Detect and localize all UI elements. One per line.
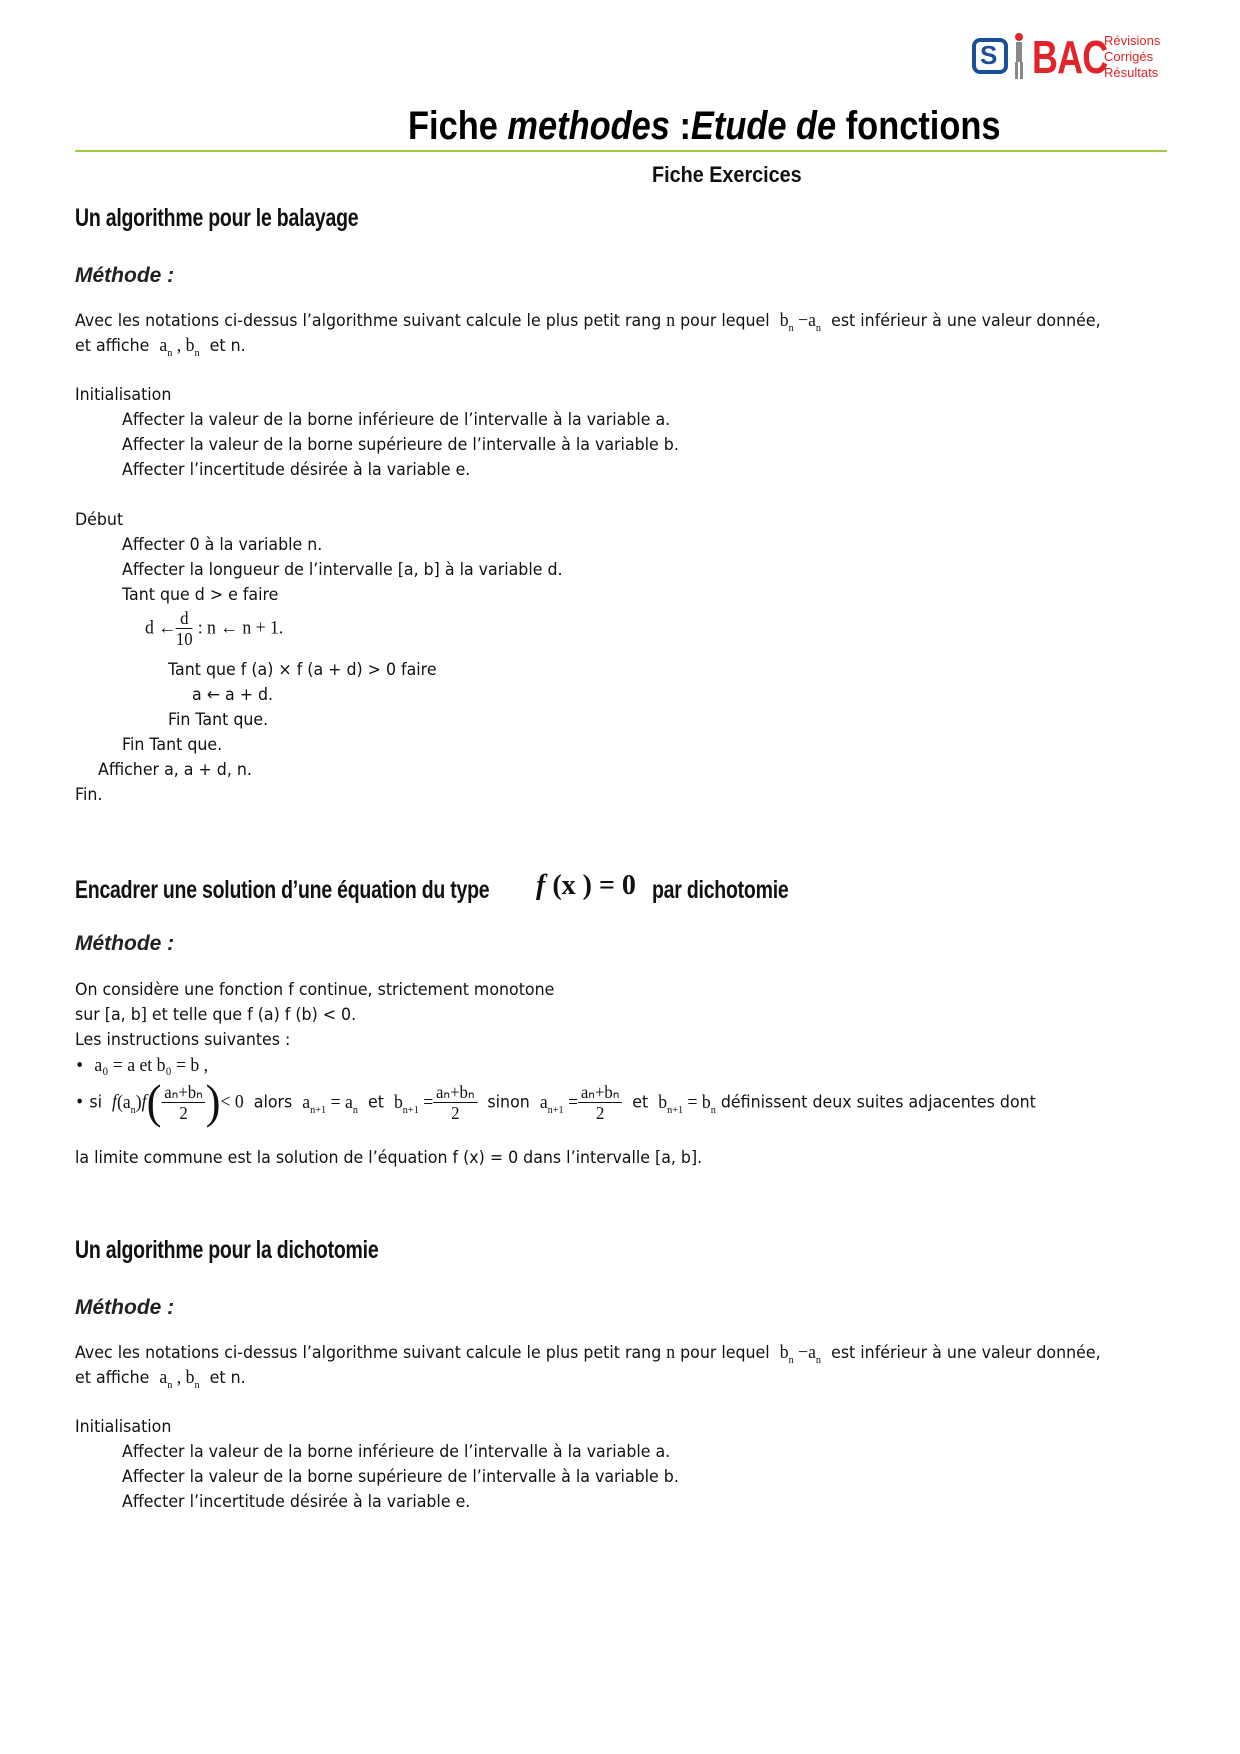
fraction: [433, 1082, 477, 1123]
algo-line: Affecter la valeur de la borne supérieure de l’intervalle à la variable b.: [122, 1467, 679, 1487]
formula-part: d ←: [145, 617, 176, 639]
init-label: Initialisation: [75, 1417, 172, 1437]
algo-line: Affecter l’incertitude désirée à la variable e.: [122, 460, 471, 480]
page-subtitle: Fiche Exercices: [652, 162, 802, 187]
paragraph-line: et affiche $a_n$ , $b_n$ et n.: [75, 1367, 246, 1391]
fraction-denominator: 10: [175, 629, 193, 649]
logo-line: Révisions: [1104, 33, 1161, 48]
bullet-line: • a₀ = a et b₀ = b ,: [75, 1055, 209, 1076]
text: • si: [75, 1092, 102, 1113]
title-part: Etude de: [690, 104, 837, 148]
bullet-line: • si $f(a_n)f$( $\frac{\text{aₙ+bₙ}}{2}$ )< 0 alors $a_{n+1} = a_n$ et $b_{n+1}$ = $\frac{\text{aₙ+bₙ}}{2}$ sinon $a_{n+1}$ = $\frac{\text{aₙ+bₙ}}{2}$ et $b_{n+1} = b_n$ définissent deux suites adjacentes dont: [75, 1075, 1036, 1129]
page-title: [408, 104, 1001, 149]
text: et n.: [209, 1368, 246, 1388]
fraction-numerator: aₙ+bₙ: [578, 1082, 622, 1103]
fraction-denominator: 2: [179, 1103, 188, 1123]
text: et: [632, 1092, 649, 1113]
logo-line: Résultats: [1104, 65, 1159, 80]
heading-math: [536, 870, 636, 902]
debut-label: Début: [75, 510, 124, 530]
algo-formula: [145, 608, 283, 649]
method-label: Méthode :: [75, 932, 175, 955]
section-heading: Un algorithme pour la dichotomie: [75, 1236, 379, 1264]
logo-brand: BAC: [1032, 31, 1108, 83]
algo-line: Affecter la valeur de la borne supérieure de l’intervalle à la variable b.: [122, 435, 679, 455]
paragraph-line: sur [a, b] et telle que f (a) f (b) < 0.: [75, 1005, 357, 1025]
fraction-numerator: aₙ+bₙ: [161, 1082, 205, 1103]
fraction: [161, 1082, 205, 1123]
text: et affiche: [75, 336, 150, 356]
algo-line: a ← a + d.: [192, 685, 274, 705]
title-part: fonctions: [836, 104, 1001, 148]
algo-line: Fin Tant que.: [168, 710, 269, 730]
fraction: [176, 608, 193, 649]
algo-line: Affecter la valeur de la borne inférieure de l’intervalle à la variable a.: [122, 1442, 671, 1462]
algo-line: Affecter la valeur de la borne inférieure de l’intervalle à la variable a.: [122, 410, 671, 430]
math-f: f: [536, 870, 546, 901]
text: pour lequel: [680, 1343, 770, 1363]
bullet-text: a₀ = a et b₀ = b ,: [94, 1055, 209, 1076]
title-part: methodes: [507, 104, 670, 148]
paragraph-line: Avec les notations ci-dessus l’algorithme suivant calcule le plus petit rang n pour lequel $b_n -a_n$ est inférieur à une valeur donnée,: [75, 1342, 1101, 1366]
section-heading: Un algorithme pour le balayage: [75, 204, 359, 232]
text: définissent deux suites adjacentes dont: [720, 1092, 1036, 1113]
title-part: :: [669, 104, 691, 148]
fraction-denominator: 2: [451, 1103, 460, 1123]
text: alors: [253, 1092, 293, 1113]
text: est inférieur à une valeur donnée,: [831, 1343, 1101, 1363]
algo-line: Affecter 0 à la variable n.: [122, 535, 323, 555]
init-label: Initialisation: [75, 385, 172, 405]
method-label: Méthode :: [75, 1296, 175, 1319]
text: et: [367, 1092, 384, 1113]
logo-tagline: [1104, 33, 1160, 81]
fraction: [578, 1082, 622, 1123]
algo-line: Fin Tant que.: [122, 735, 223, 755]
fraction-denominator: 2: [595, 1103, 605, 1123]
text: sinon: [487, 1092, 530, 1113]
text: et affiche: [75, 1368, 150, 1388]
heading-text: par dichotomie: [652, 876, 789, 904]
logo-badge: [972, 38, 1008, 74]
fraction-numerator: d: [176, 608, 193, 629]
paragraph-line: Avec les notations ci-dessus l’algorithme suivant calcule le plus petit rang n pour lequel $b_n -a_n$ est inférieur à une valeur donnée,: [75, 310, 1101, 334]
person-figure-icon: [1012, 32, 1026, 80]
algo-line: Fin.: [75, 785, 103, 805]
title-divider: [75, 150, 1167, 152]
text: et n.: [209, 336, 246, 356]
algo-line: Tant que d > e faire: [122, 585, 279, 605]
algo-line: Affecter l’incertitude désirée à la variable e.: [122, 1492, 471, 1512]
algo-line: Afficher a, a + d, n.: [98, 760, 252, 780]
text: pour lequel: [680, 311, 770, 331]
algo-line: Tant que f (a) × f (a + d) > 0 faire: [168, 660, 437, 680]
fraction-numerator: aₙ+bₙ: [433, 1082, 477, 1103]
section-heading: [75, 876, 606, 905]
logo-letter: S: [980, 40, 998, 70]
paragraph-line: et affiche $a_n$ , $b_n$ et n.: [75, 335, 246, 359]
site-logo: [972, 28, 1172, 88]
text: Avec les notations ci-dessus l’algorithme suivant calcule le plus petit rang: [75, 1343, 662, 1363]
heading-text: Encadrer une solution d’une équation du type: [75, 876, 490, 904]
text: est inférieur à une valeur donnée,: [831, 311, 1101, 331]
title-part: Fiche: [408, 104, 508, 148]
method-label: Méthode :: [75, 264, 175, 287]
paragraph-line: Les instructions suivantes :: [75, 1030, 291, 1050]
algo-line: Affecter la longueur de l’intervalle [a, b] à la variable d.: [122, 560, 563, 580]
text: Avec les notations ci-dessus l’algorithme suivant calcule le plus petit rang: [75, 311, 662, 331]
logo-line: Corrigés: [1104, 49, 1154, 64]
formula-part: : n ← n + 1.: [197, 617, 284, 639]
math-rest: (x ) = 0: [545, 870, 636, 901]
paragraph-line: On considère une fonction f continue, strictement monotone: [75, 980, 555, 1000]
paragraph-line: la limite commune est la solution de l’équation f (x) = 0 dans l’intervalle [a, b].: [75, 1148, 703, 1168]
